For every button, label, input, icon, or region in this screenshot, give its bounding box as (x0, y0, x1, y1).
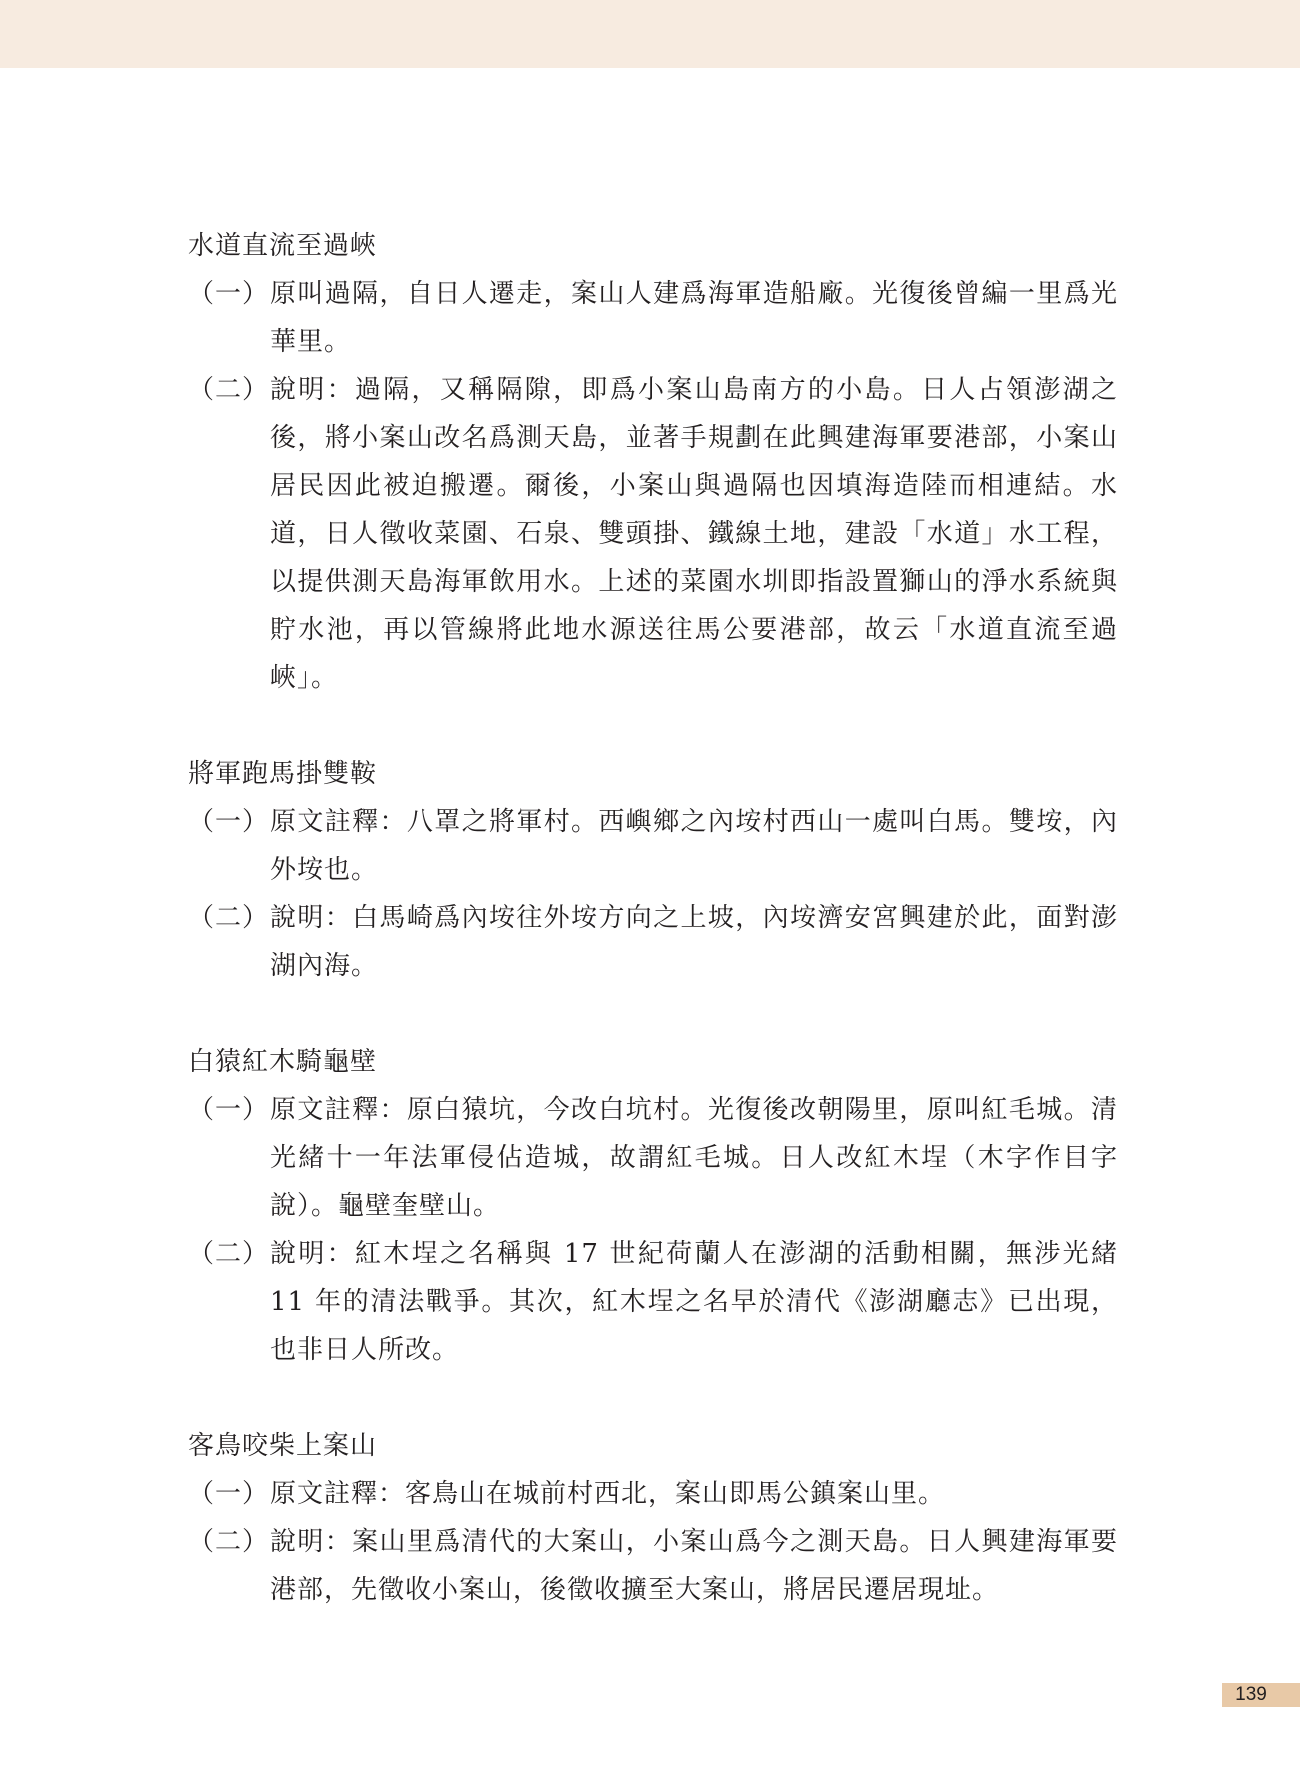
item-text: 說明：紅木埕之名稱與 17 世紀荷蘭人在澎湖的活動相關，無涉光緒 11 年的清法戰爭。其次，紅木埕之名早於清代《澎湖廳志》已出現，也非日人所改。 (270, 1239, 1118, 1365)
main-content (188, 222, 1118, 1662)
item-marker: （一） (188, 279, 270, 309)
list-item (188, 1518, 1118, 1614)
section (188, 1038, 1118, 1374)
item-text: 原文註釋：原白猿坑，今改白坑村。光復後改朝陽里，原叫紅毛城。清光緒十一年法軍侵佔造城，故謂紅毛城。日人改紅木埕（木字作目字說）。龜壁奎壁山。 (270, 1095, 1118, 1221)
item-marker: （一） (188, 1479, 270, 1509)
item-text: 原文註釋：客鳥山在城前村西北，案山即馬公鎮案山里。 (270, 1479, 946, 1509)
item-marker: （二） (188, 903, 270, 933)
item-text: 原文註釋：八罩之將軍村。西嶼鄉之內垵村西山一處叫白馬。雙垵，內外垵也。 (270, 807, 1118, 885)
item-marker: （二） (188, 375, 270, 405)
item-text: 說明：過隔，又稱隔隙，即爲小案山島南方的小島。日人占領澎湖之後，將小案山改名爲測天島，並著手規劃在此興建海軍要港部，小案山居民因此被迫搬遷。爾後，小案山與過隔也因填海造陸而相連結。水道，日人徵收菜園、石泉、雙頭掛、鐵線土地，建設「水道」水工程，以提供測天島海軍飲用水。上述的菜園水圳即指設置獅山的淨水系統與貯水池，再以管線將此地水源送往馬公要港部，故云「水道直流至過峽」。 (270, 375, 1118, 693)
list-item (188, 1086, 1118, 1230)
section-title: 水道直流至過峽 (188, 231, 378, 261)
section-title: 將軍跑馬掛雙鞍 (188, 759, 378, 789)
list-item (188, 1230, 1118, 1374)
list-item (188, 798, 1118, 894)
item-marker: （二） (188, 1239, 270, 1269)
header-band (0, 0, 1300, 68)
section (188, 750, 1118, 990)
item-text: 說明：白馬崎爲內垵往外垵方向之上坡，內垵濟安宮興建於此，面對澎湖內海。 (270, 903, 1118, 981)
item-marker: （一） (188, 807, 270, 837)
list-item (188, 366, 1118, 702)
item-marker: （二） (188, 1527, 270, 1557)
item-text: 說明：案山里爲清代的大案山，小案山爲今之測天島。日人興建海軍要港部，先徵收小案山，後徵收擴至大案山，將居民遷居現址。 (270, 1527, 1118, 1605)
item-marker: （一） (188, 1095, 270, 1125)
item-text: 原叫過隔，自日人遷走，案山人建爲海軍造船廠。光復後曾編一里爲光華里。 (270, 279, 1118, 357)
list-item (188, 1470, 1118, 1518)
section (188, 222, 1118, 702)
page-number: 139 (1235, 1684, 1267, 1705)
section-title: 客鳥咬柴上案山 (188, 1431, 378, 1461)
list-item (188, 270, 1118, 366)
section-title: 白猿紅木騎龜壁 (188, 1047, 378, 1077)
section (188, 1422, 1118, 1614)
list-item (188, 894, 1118, 990)
